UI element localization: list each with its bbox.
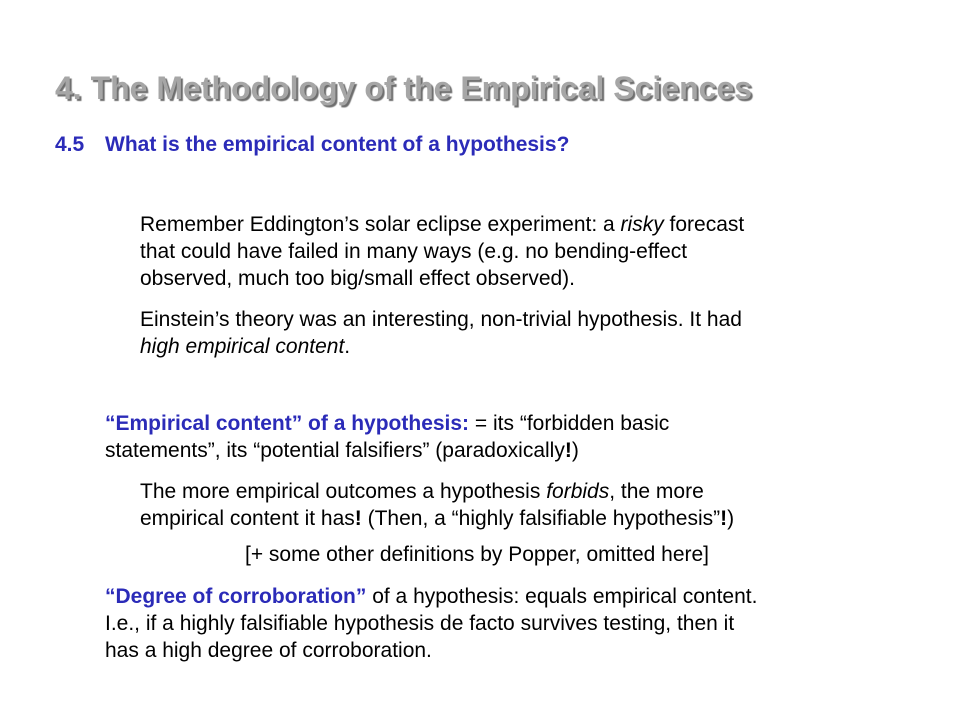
p6-line1-text: of a hypothesis: equals empirical content. [366, 585, 758, 608]
paragraph-eddington [140, 211, 940, 292]
p2-line2-text: . [344, 335, 351, 358]
p1-line1-emphasis: risky [620, 213, 664, 236]
p6-term: “Degree of corroboration” [105, 585, 367, 608]
p6-line3: has a high degree of corroboration. [105, 639, 432, 662]
p4-line2-text-b: (Then, a “highly falsifiable hypothesis” [361, 507, 721, 530]
p3-term: “Empirical content” of a hypothesis: [105, 412, 470, 435]
p6-line2: I.e., if a highly falsifiable hypothesis de facto survives testing, then it [105, 612, 735, 635]
subtitle-text: What is the empirical content of a hypothesis? [105, 133, 570, 156]
p4-line2 [140, 505, 940, 532]
p4-exclamation-2: ! [720, 507, 728, 530]
slide-title: 4. The Methodology of the Empirical Sciences [55, 70, 753, 106]
p4-line1-text-a: The more empirical outcomes a hypothesis [140, 480, 547, 503]
paragraph-einstein [140, 306, 940, 360]
p4-line2-text-c: ) [727, 507, 735, 530]
p3-exclamation: ! [564, 439, 572, 462]
p4-exclamation-1: ! [354, 507, 362, 530]
p6-line1 [105, 583, 960, 610]
p3-line1-text: = its “forbidden basic [469, 412, 670, 435]
p1-line1-text-a: Remember Eddington’s solar eclipse experiment: a [140, 213, 621, 236]
p1-line1 [140, 211, 940, 238]
paragraph-empirical-content [105, 410, 960, 464]
p4-line1-text-b: , the more [609, 480, 704, 503]
subtitle-number: 4.5 [55, 133, 85, 156]
p4-line1 [140, 478, 940, 505]
p1-line3: observed, much too big/small effect observed). [140, 267, 576, 290]
p3-line1 [105, 410, 960, 437]
slide-subtitle [55, 133, 569, 157]
p1-line2: that could have failed in many ways (e.g. no bending-effect [140, 240, 688, 263]
p3-line2-text-b: ) [571, 439, 579, 462]
p2-line2-emphasis: high empirical content [140, 335, 345, 358]
p4-line2-text-a: empirical content it has [140, 507, 355, 530]
paragraph-forbids [140, 478, 940, 532]
p2-line1: Einstein’s theory was an interesting, non-trivial hypothesis. It had [140, 308, 742, 331]
p1-line1-text-b: forecast [663, 213, 745, 236]
p2-line2 [140, 333, 940, 360]
p3-line2 [105, 437, 960, 464]
paragraph-popper-note: [+ some other definitions by Popper, omitted here] [245, 543, 710, 566]
paragraph-corroboration [105, 583, 960, 664]
p3-line2-text-a: statements”, its “potential falsifiers” (paradoxically [105, 439, 565, 462]
p4-line1-emphasis: forbids [546, 480, 610, 503]
